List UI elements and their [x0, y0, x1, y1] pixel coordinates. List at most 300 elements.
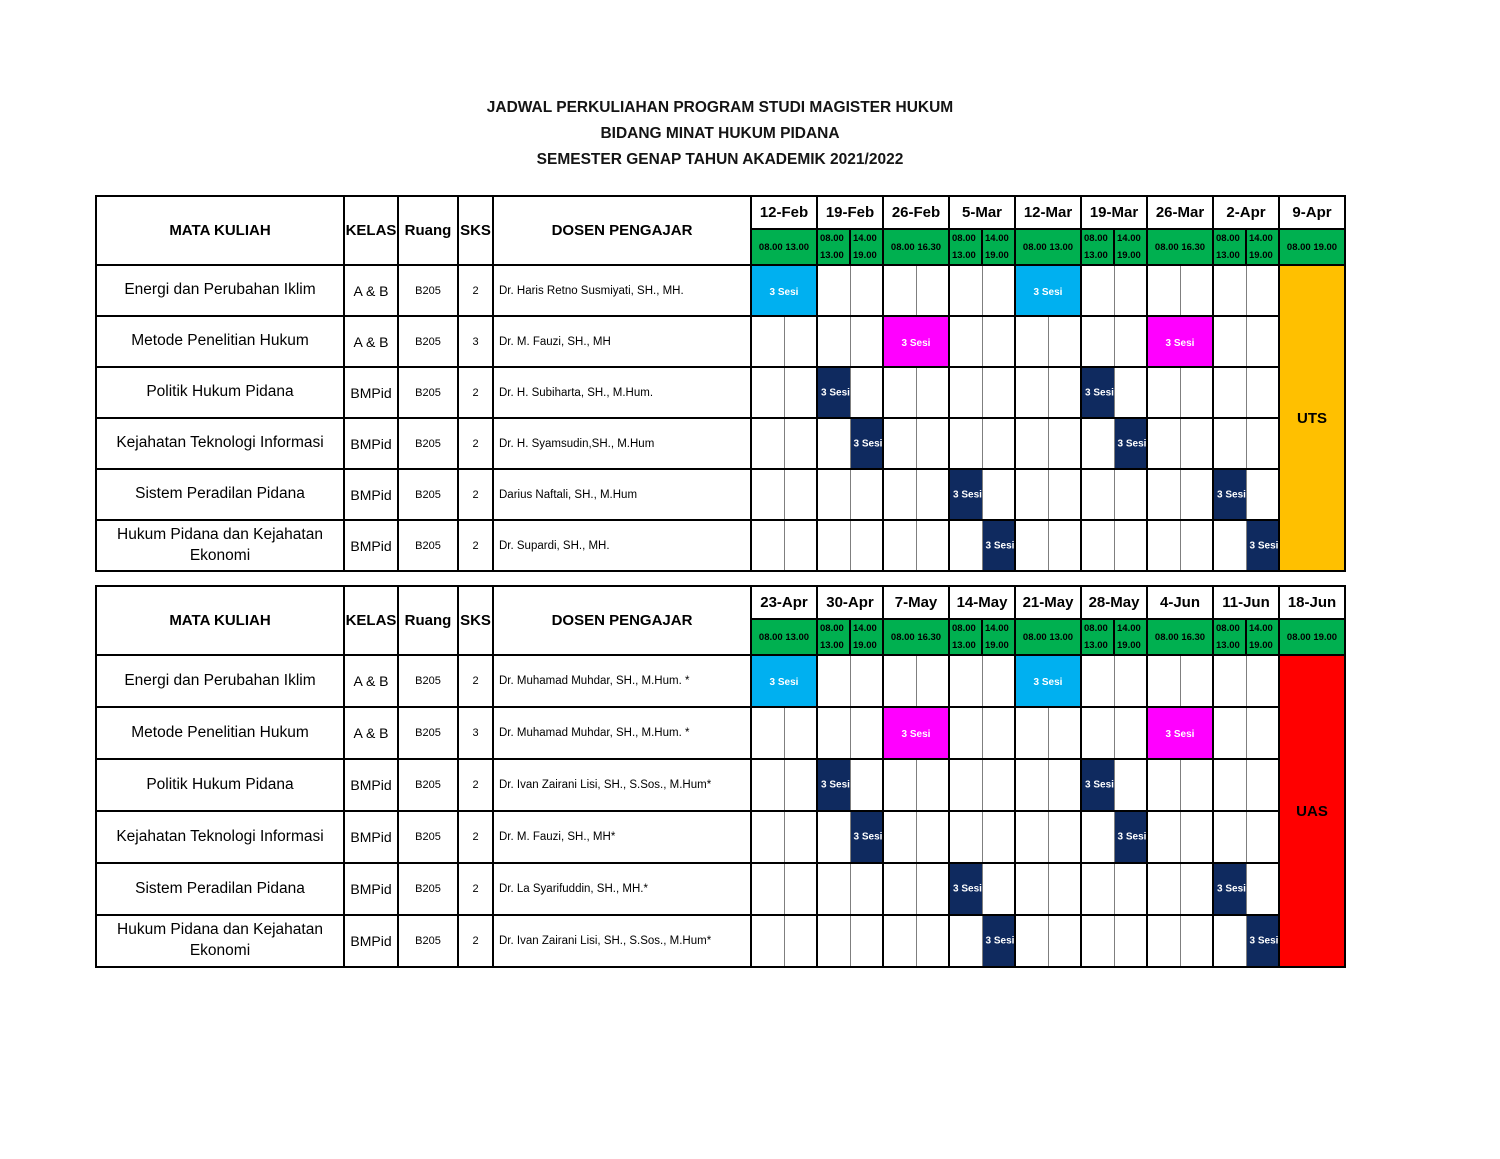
session-label: 3 Sesi	[1249, 935, 1279, 947]
session-cell-empty	[1147, 367, 1180, 418]
time-slot	[949, 619, 982, 655]
session-cell-empty	[949, 811, 982, 863]
lecturer-cell: Dr. Ivan Zairani Lisi, SH., S.Sos., M.Hum*	[493, 759, 751, 811]
class-cell: BMPid	[344, 520, 398, 571]
session-cell-empty	[751, 367, 784, 418]
time-text: 14.00	[853, 233, 877, 244]
credits-cell: 2	[458, 655, 493, 707]
session-cell-empty	[850, 759, 883, 811]
time-text: 13.00	[1084, 640, 1108, 651]
session-cell-empty	[1114, 316, 1147, 367]
session-cell-empty	[751, 316, 784, 367]
document-title	[95, 95, 1345, 173]
time-slot: 08.00 13.00	[1015, 619, 1081, 655]
date-header: 26-Mar	[1147, 196, 1213, 229]
time-slot	[850, 229, 883, 265]
session-cell-empty	[817, 811, 850, 863]
time-slot: 08.00 19.00	[1279, 619, 1345, 655]
session-cell-empty	[751, 469, 784, 520]
session-label: 3 Sesi	[901, 729, 931, 740]
session-cell-empty	[1081, 316, 1114, 367]
session-cell-empty	[1147, 655, 1180, 707]
course-row	[96, 759, 1345, 811]
session-cell-filled	[1015, 265, 1081, 316]
session-cell-empty	[1147, 418, 1180, 469]
column-header-dosen-pengajar: DOSEN PENGAJAR	[493, 586, 751, 655]
session-cell-empty	[883, 759, 916, 811]
session-cell-empty	[784, 469, 817, 520]
session-cell-empty	[817, 520, 850, 571]
date-header: 9-Apr	[1279, 196, 1345, 229]
time-slot	[1114, 619, 1147, 655]
time-text: 19.00	[853, 640, 877, 651]
session-cell-empty	[982, 811, 1015, 863]
session-cell-empty	[1246, 707, 1279, 759]
credits-cell: 3	[458, 707, 493, 759]
session-cell-empty	[883, 520, 916, 571]
session-cell-empty	[982, 418, 1015, 469]
time-text: 19.00	[985, 250, 1009, 261]
time-slot: 08.00 16.30	[1147, 619, 1213, 655]
column-header-sks: SKS	[458, 586, 493, 655]
time-slot	[1081, 619, 1114, 655]
session-cell-empty	[883, 265, 916, 316]
session-cell-empty	[949, 759, 982, 811]
class-cell: A & B	[344, 265, 398, 316]
course-row	[96, 655, 1345, 707]
lecturer-cell: Dr. Haris Retno Susmiyati, SH., MH.	[493, 265, 751, 316]
session-cell-empty	[1048, 707, 1081, 759]
session-cell-empty	[850, 265, 883, 316]
session-cell-empty	[1213, 707, 1246, 759]
session-cell-empty	[784, 316, 817, 367]
session-cell-empty	[949, 265, 982, 316]
session-cell-empty	[1246, 759, 1279, 811]
time-slot: 08.00 13.00	[751, 619, 817, 655]
session-cell-empty	[1246, 265, 1279, 316]
credits-cell: 2	[458, 469, 493, 520]
session-cell-empty	[1147, 811, 1180, 863]
session-cell-empty	[916, 265, 949, 316]
session-label: 3 Sesi	[901, 337, 931, 349]
time-slot	[817, 229, 850, 265]
time-slot	[1246, 619, 1279, 655]
session-cell-empty	[916, 863, 949, 915]
credits-cell: 2	[458, 915, 493, 967]
room-cell: B205	[398, 469, 458, 520]
session-cell-empty	[949, 418, 982, 469]
course-name: Politik Hukum Pidana	[96, 759, 344, 811]
session-cell-filled	[817, 367, 850, 418]
session-cell-empty	[982, 863, 1015, 915]
session-cell-filled	[949, 469, 982, 520]
time-slot	[1081, 229, 1114, 265]
course-name: Metode Penelitian Hukum	[96, 316, 344, 367]
session-cell-empty	[751, 863, 784, 915]
session-cell-empty	[784, 915, 817, 967]
class-cell: BMPid	[344, 811, 398, 863]
course-row	[96, 520, 1345, 571]
room-cell: B205	[398, 265, 458, 316]
session-cell-empty	[1015, 707, 1048, 759]
course-name: Energi dan Perubahan Iklim	[96, 655, 344, 707]
column-header-kelas: KELAS	[344, 196, 398, 265]
session-cell-empty	[784, 418, 817, 469]
session-cell-empty	[883, 811, 916, 863]
column-header-kelas: KELAS	[344, 586, 398, 655]
session-cell-empty	[1147, 520, 1180, 571]
session-cell-empty	[949, 316, 982, 367]
session-cell-empty	[949, 520, 982, 571]
session-cell-empty	[751, 707, 784, 759]
time-text: 08.00	[1084, 233, 1108, 244]
time-text: 13.00	[952, 250, 976, 261]
session-cell-empty	[982, 759, 1015, 811]
session-cell-empty	[817, 655, 850, 707]
date-header: 12-Feb	[751, 196, 817, 229]
session-cell-empty	[1015, 469, 1048, 520]
session-cell-empty	[1180, 863, 1213, 915]
session-cell-filled	[817, 759, 850, 811]
session-cell-empty	[1180, 759, 1213, 811]
room-cell: B205	[398, 418, 458, 469]
session-cell-empty	[1180, 655, 1213, 707]
session-cell-empty	[949, 707, 982, 759]
date-header: 30-Apr	[817, 586, 883, 619]
session-cell-empty	[916, 759, 949, 811]
class-cell: BMPid	[344, 915, 398, 967]
session-cell-empty	[1147, 759, 1180, 811]
session-label: 3 Sesi	[1249, 540, 1279, 551]
session-cell-empty	[916, 520, 949, 571]
session-cell-empty	[916, 469, 949, 520]
credits-cell: 2	[458, 863, 493, 915]
session-cell-filled	[982, 915, 1015, 967]
time-slot	[1213, 619, 1246, 655]
credits-cell: 2	[458, 520, 493, 571]
time-slot	[1213, 229, 1246, 265]
session-cell-empty	[1213, 367, 1246, 418]
time-text: 08.00	[820, 233, 844, 244]
time-text: 14.00	[1249, 623, 1273, 634]
title-line-1: JADWAL PERKULIAHAN PROGRAM STUDI MAGISTER HUKUM	[486, 99, 954, 116]
session-cell-empty	[1213, 418, 1246, 469]
session-cell-empty	[916, 811, 949, 863]
session-cell-empty	[1015, 520, 1048, 571]
session-label: 3 Sesi	[821, 779, 850, 791]
date-header: 28-May	[1081, 586, 1147, 619]
time-slot	[850, 619, 883, 655]
session-cell-empty	[850, 707, 883, 759]
course-row	[96, 915, 1345, 967]
time-text: 08.00	[820, 623, 844, 634]
time-text: 13.00	[1216, 640, 1240, 651]
session-cell-empty	[1081, 520, 1114, 571]
session-cell-filled	[1213, 863, 1246, 915]
room-cell: B205	[398, 520, 458, 571]
time-slot	[817, 619, 850, 655]
session-cell-empty	[1246, 469, 1279, 520]
session-cell-empty	[916, 418, 949, 469]
session-cell-empty	[1246, 316, 1279, 367]
time-text: 13.00	[1084, 250, 1108, 261]
session-cell-empty	[982, 265, 1015, 316]
session-cell-empty	[1048, 469, 1081, 520]
session-cell-empty	[751, 520, 784, 571]
course-row	[96, 707, 1345, 759]
time-text: 13.00	[952, 640, 976, 651]
course-row	[96, 316, 1345, 367]
time-text: 14.00	[1117, 233, 1141, 244]
session-label: 3 Sesi	[1033, 286, 1063, 298]
session-cell-empty	[1081, 707, 1114, 759]
session-cell-empty	[883, 367, 916, 418]
lecturer-cell: Dr. M. Fauzi, SH., MH*	[493, 811, 751, 863]
session-cell-empty	[1147, 469, 1180, 520]
class-cell: BMPid	[344, 759, 398, 811]
session-cell-empty	[751, 759, 784, 811]
time-slot: 08.00 13.00	[751, 229, 817, 265]
session-label: 3 Sesi	[1085, 779, 1114, 791]
session-cell-empty	[916, 655, 949, 707]
class-cell: A & B	[344, 655, 398, 707]
session-label: 3 Sesi	[1217, 489, 1246, 500]
session-label: 3 Sesi	[1165, 729, 1195, 740]
time-text: 13.00	[820, 250, 844, 261]
session-label: 3 Sesi	[1033, 677, 1063, 688]
session-label: 3 Sesi	[1165, 337, 1195, 349]
session-cell-empty	[1114, 707, 1147, 759]
schedule-table-1	[95, 195, 1346, 572]
column-header-sks: SKS	[458, 196, 493, 265]
credits-cell: 3	[458, 316, 493, 367]
session-cell-empty	[784, 863, 817, 915]
time-slot: 08.00 16.30	[883, 619, 949, 655]
class-cell: A & B	[344, 707, 398, 759]
time-text: 13.00	[1216, 250, 1240, 261]
session-label: 3 Sesi	[1085, 387, 1114, 398]
time-text: 08.00	[1216, 233, 1240, 244]
session-cell-empty	[1081, 469, 1114, 520]
session-cell-empty	[1048, 811, 1081, 863]
session-cell-filled	[883, 707, 949, 759]
session-cell-filled	[1147, 707, 1213, 759]
session-label: 3 Sesi	[1117, 438, 1147, 449]
session-cell-empty	[1015, 316, 1048, 367]
time-text: 13.00	[820, 640, 844, 651]
time-text: 19.00	[1117, 250, 1141, 261]
session-cell-empty	[883, 915, 916, 967]
session-cell-empty	[1180, 418, 1213, 469]
session-cell-empty	[850, 316, 883, 367]
session-label: 3 Sesi	[1117, 831, 1147, 843]
session-cell-empty	[1048, 520, 1081, 571]
session-cell-empty	[949, 367, 982, 418]
session-cell-empty	[982, 707, 1015, 759]
time-text: 14.00	[985, 623, 1009, 634]
session-cell-empty	[850, 367, 883, 418]
session-label: 3 Sesi	[769, 677, 799, 688]
session-cell-filled	[1147, 316, 1213, 367]
session-cell-empty	[850, 469, 883, 520]
session-cell-empty	[1015, 811, 1048, 863]
class-cell: BMPid	[344, 418, 398, 469]
session-cell-empty	[1180, 915, 1213, 967]
course-row	[96, 367, 1345, 418]
column-header-ruang: Ruang	[398, 586, 458, 655]
date-header: 14-May	[949, 586, 1015, 619]
session-cell-empty	[1081, 863, 1114, 915]
session-cell-empty	[784, 367, 817, 418]
session-cell-empty	[1114, 367, 1147, 418]
credits-cell: 2	[458, 265, 493, 316]
course-name: Kejahatan Teknologi Informasi	[96, 811, 344, 863]
session-cell-empty	[1081, 418, 1114, 469]
lecturer-cell: Dr. H. Syamsudin,SH., M.Hum	[493, 418, 751, 469]
session-cell-empty	[784, 520, 817, 571]
room-cell: B205	[398, 863, 458, 915]
course-row	[96, 811, 1345, 863]
course-row	[96, 469, 1345, 520]
class-cell: BMPid	[344, 469, 398, 520]
room-cell: B205	[398, 811, 458, 863]
session-cell-empty	[1180, 265, 1213, 316]
time-text: 14.00	[1117, 623, 1141, 634]
time-text: 19.00	[1249, 250, 1273, 261]
date-header: 12-Mar	[1015, 196, 1081, 229]
session-cell-empty	[1180, 367, 1213, 418]
session-cell-filled	[751, 265, 817, 316]
session-cell-filled	[949, 863, 982, 915]
session-cell-empty	[1048, 759, 1081, 811]
session-cell-empty	[751, 811, 784, 863]
lecturer-cell: Darius Naftali, SH., M.Hum	[493, 469, 751, 520]
time-text: 08.00	[1216, 623, 1240, 634]
time-slot	[949, 229, 982, 265]
date-header: 4-Jun	[1147, 586, 1213, 619]
time-text: 19.00	[1249, 640, 1273, 651]
course-name: Hukum Pidana dan Kejahatan Ekonomi	[96, 915, 344, 967]
session-cell-empty	[1246, 418, 1279, 469]
session-cell-empty	[883, 655, 916, 707]
room-cell: B205	[398, 707, 458, 759]
column-header-dosen-pengajar: DOSEN PENGAJAR	[493, 196, 751, 265]
date-header: 21-May	[1015, 586, 1081, 619]
session-cell-empty	[1213, 520, 1246, 571]
course-row	[96, 418, 1345, 469]
time-slot: 08.00 16.30	[1147, 229, 1213, 265]
title-line-2: BIDANG MINAT HUKUM PIDANA	[600, 125, 840, 142]
session-cell-empty	[949, 915, 982, 967]
lecturer-cell: Dr. H. Subiharta, SH., M.Hum.	[493, 367, 751, 418]
date-header: 19-Feb	[817, 196, 883, 229]
lecturer-cell: Dr. Supardi, SH., MH.	[493, 520, 751, 571]
session-cell-empty	[1246, 863, 1279, 915]
session-cell-empty	[850, 863, 883, 915]
lecturer-cell: Dr. M. Fauzi, SH., MH	[493, 316, 751, 367]
session-cell-empty	[1081, 811, 1114, 863]
course-name: Hukum Pidana dan Kejahatan Ekonomi	[96, 520, 344, 571]
session-cell-empty	[1114, 759, 1147, 811]
course-name: Sistem Peradilan Pidana	[96, 469, 344, 520]
session-cell-empty	[1147, 265, 1180, 316]
session-cell-empty	[1180, 469, 1213, 520]
session-cell-empty	[1048, 316, 1081, 367]
session-cell-empty	[1246, 811, 1279, 863]
class-cell: BMPid	[344, 863, 398, 915]
lecturer-cell: Dr. Muhamad Muhdar, SH., M.Hum. *	[493, 707, 751, 759]
time-slot	[1114, 229, 1147, 265]
session-label: 3 Sesi	[821, 387, 850, 398]
lecturer-cell: Dr. Muhamad Muhdar, SH., M.Hum. *	[493, 655, 751, 707]
room-cell: B205	[398, 915, 458, 967]
session-cell-filled	[1081, 367, 1114, 418]
time-text: 08.00	[952, 623, 976, 634]
session-cell-empty	[817, 265, 850, 316]
session-cell-empty	[1015, 367, 1048, 418]
credits-cell: 2	[458, 367, 493, 418]
lecturer-cell: Dr. La Syarifuddin, SH., MH.*	[493, 863, 751, 915]
session-cell-filled	[1246, 520, 1279, 571]
schedule-table-2	[95, 585, 1346, 968]
date-header: 26-Feb	[883, 196, 949, 229]
time-text: 08.00	[1084, 623, 1108, 634]
session-cell-empty	[1147, 915, 1180, 967]
room-cell: B205	[398, 367, 458, 418]
session-cell-empty	[1048, 367, 1081, 418]
session-cell-empty	[817, 316, 850, 367]
date-header: 5-Mar	[949, 196, 1015, 229]
session-cell-empty	[1213, 265, 1246, 316]
column-header-mata-kuliah: MATA KULIAH	[96, 196, 344, 265]
time-text: 19.00	[1117, 640, 1141, 651]
session-label: 3 Sesi	[853, 831, 883, 843]
time-text: 14.00	[1249, 233, 1273, 244]
session-cell-empty	[916, 915, 949, 967]
session-cell-empty	[784, 707, 817, 759]
date-header: 11-Jun	[1213, 586, 1279, 619]
course-row	[96, 863, 1345, 915]
course-name: Kejahatan Teknologi Informasi	[96, 418, 344, 469]
session-cell-empty	[1246, 655, 1279, 707]
course-name: Sistem Peradilan Pidana	[96, 863, 344, 915]
session-cell-empty	[817, 915, 850, 967]
session-cell-empty	[1015, 759, 1048, 811]
session-cell-filled	[850, 418, 883, 469]
session-cell-filled	[1114, 811, 1147, 863]
session-label: 3 Sesi	[985, 540, 1015, 551]
course-name: Energi dan Perubahan Iklim	[96, 265, 344, 316]
room-cell: B205	[398, 759, 458, 811]
course-row	[96, 265, 1345, 316]
session-cell-empty	[1015, 863, 1048, 915]
session-cell-filled	[850, 811, 883, 863]
session-cell-empty	[1180, 811, 1213, 863]
session-cell-empty	[1114, 469, 1147, 520]
exam-cell-uts: UTS	[1279, 265, 1345, 571]
session-cell-empty	[784, 759, 817, 811]
session-cell-empty	[883, 469, 916, 520]
session-cell-empty	[817, 469, 850, 520]
session-cell-empty	[817, 418, 850, 469]
course-name: Metode Penelitian Hukum	[96, 707, 344, 759]
session-cell-empty	[850, 655, 883, 707]
class-cell: A & B	[344, 316, 398, 367]
time-slot	[982, 229, 1015, 265]
session-label: 3 Sesi	[1217, 883, 1246, 895]
time-slot	[1246, 229, 1279, 265]
session-cell-empty	[1048, 418, 1081, 469]
